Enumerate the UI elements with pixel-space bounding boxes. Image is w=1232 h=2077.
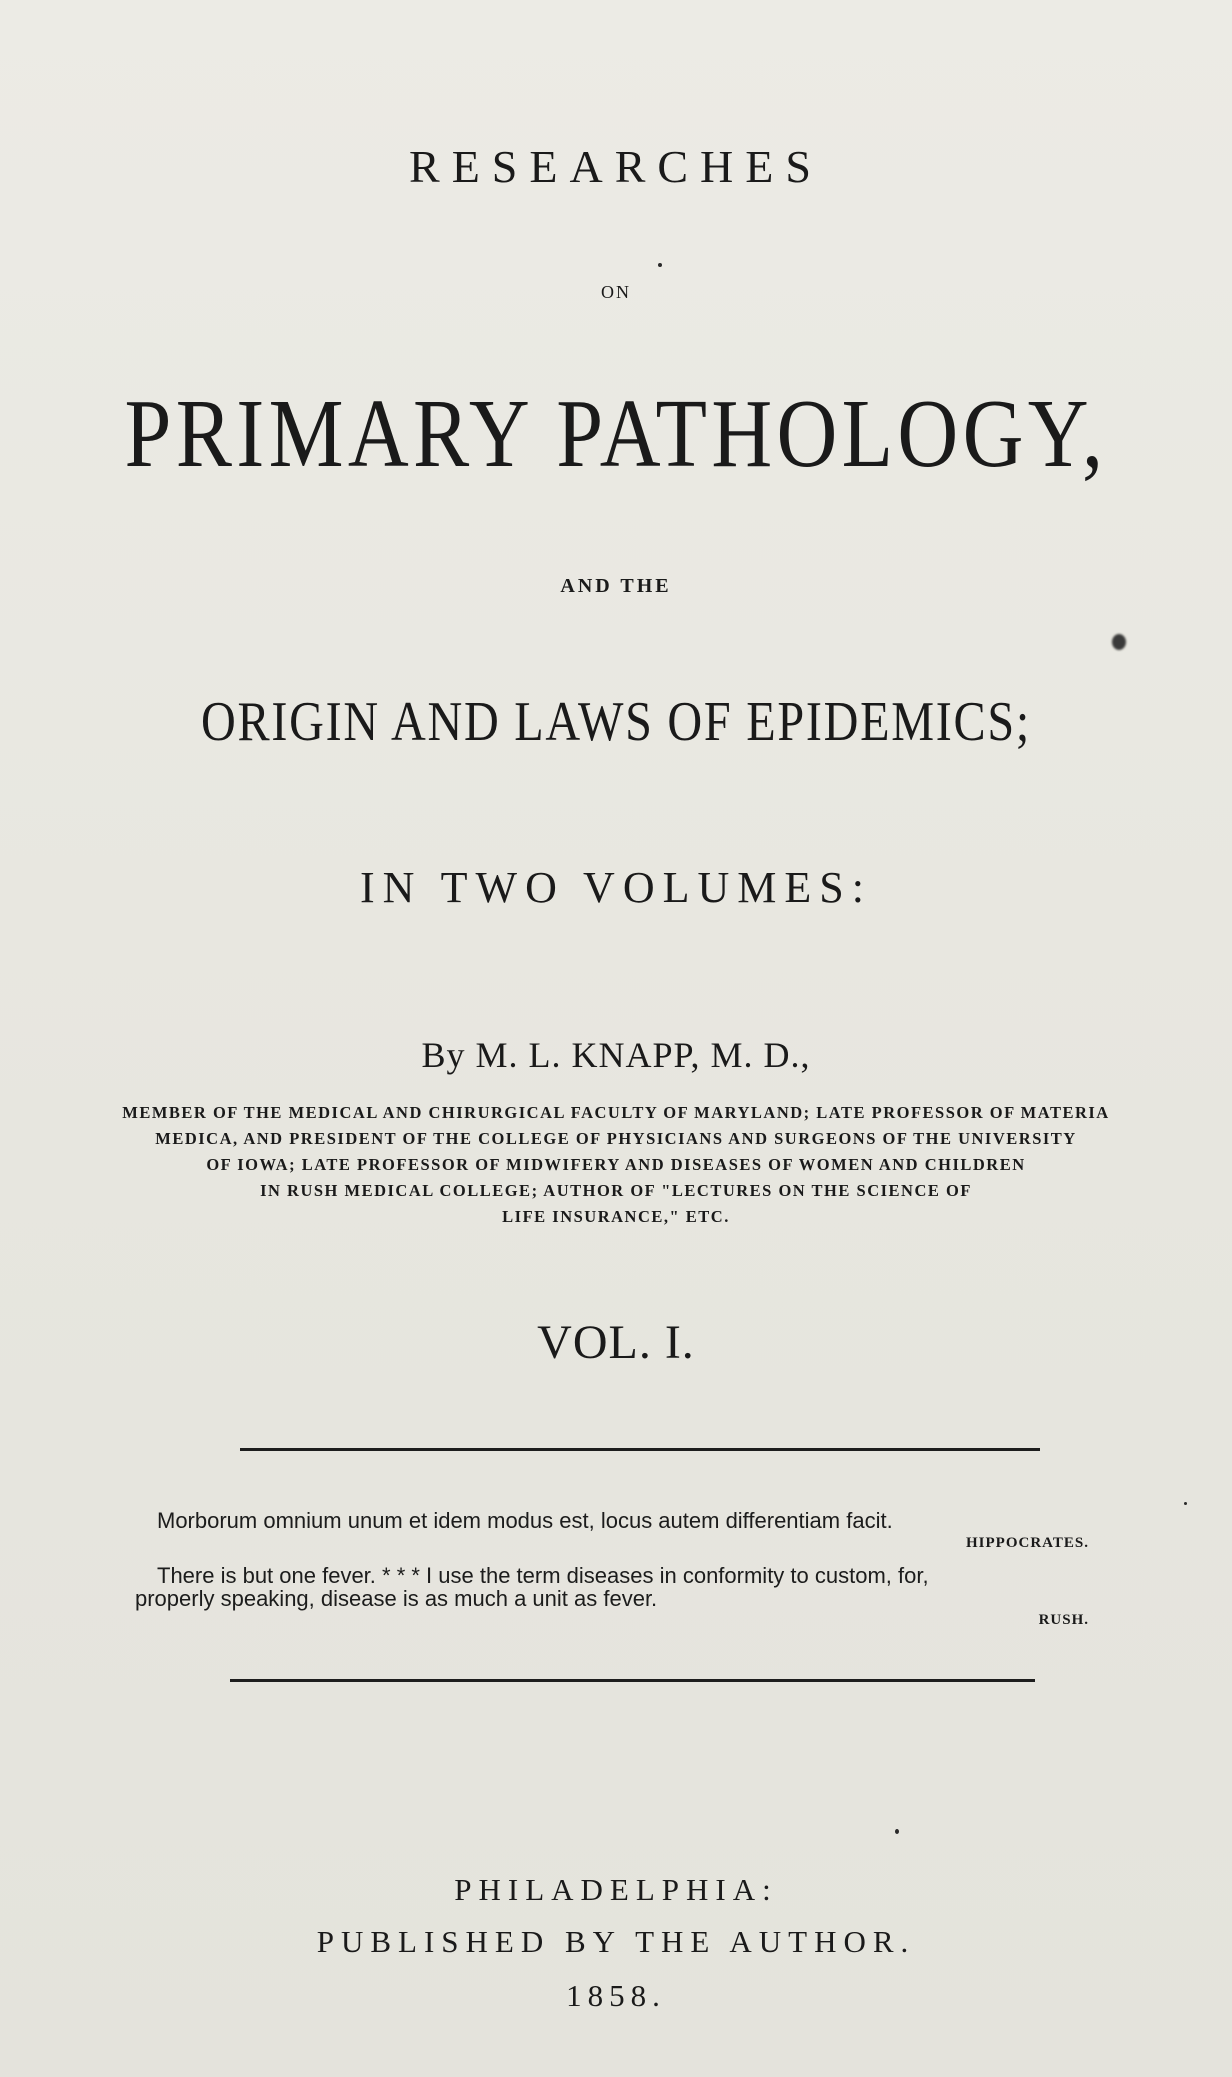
top-divider xyxy=(240,1448,1040,1451)
and-the-connector: AND THE xyxy=(560,575,672,597)
imprint-publisher: PUBLISHED BY THE AUTHOR. xyxy=(316,1924,916,1959)
credentials-line: LIFE INSURANCE," ETC. xyxy=(502,1207,730,1226)
ink-speck xyxy=(1184,1502,1187,1505)
ink-speck xyxy=(895,1829,899,1834)
epigraph-hippocrates: Morborum omnium unum et idem modus est, locus autem differentiam facit. xyxy=(157,1508,893,1533)
credentials-line: MEMBER OF THE MEDICAL AND CHIRURGICAL FACULTY OF MARYLAND; LATE PROFESSOR OF MATERIA xyxy=(122,1103,1110,1122)
imprint-place: PHILADELPHIA: xyxy=(454,1872,778,1907)
author-credentials xyxy=(0,1100,1232,1230)
bottom-divider xyxy=(230,1679,1035,1682)
epigraph-rush-line-1: There is but one fever. * * * I use the term diseases in conformity to custom, for, xyxy=(157,1563,929,1588)
volume-number: VOL. I. xyxy=(537,1316,695,1369)
credentials-line: MEDICA, AND PRESIDENT OF THE COLLEGE OF PHYSICIANS AND SURGEONS OF THE UNIVERSITY xyxy=(155,1129,1077,1148)
author-line: By M. L. KNAPP, M. D., xyxy=(421,1035,811,1075)
main-title: PRIMARY PATHOLOGY, xyxy=(124,380,1108,488)
subtitle: ORIGIN AND LAWS OF EPIDEMICS; xyxy=(200,691,1031,753)
attribution-rush: RUSH. xyxy=(1038,1612,1089,1628)
ink-speck xyxy=(1112,634,1126,650)
epigraph-rush-line-2: properly speaking, disease is as much a unit as fever. xyxy=(135,1586,658,1611)
researches-heading: RESEARCHES xyxy=(409,141,823,192)
on-connector: ON xyxy=(601,282,631,302)
credentials-line: IN RUSH MEDICAL COLLEGE; AUTHOR OF "LECTURES ON THE SCIENCE OF xyxy=(260,1181,972,1200)
attribution-hippocrates: HIPPOCRATES. xyxy=(966,1535,1089,1551)
credentials-line: OF IOWA; LATE PROFESSOR OF MIDWIFERY AND DISEASES OF WOMEN AND CHILDREN xyxy=(206,1155,1026,1174)
imprint-year: 1858. xyxy=(566,1978,666,2013)
ink-speck xyxy=(658,263,662,267)
volumes-note: IN TWO VOLUMES: xyxy=(360,863,872,912)
